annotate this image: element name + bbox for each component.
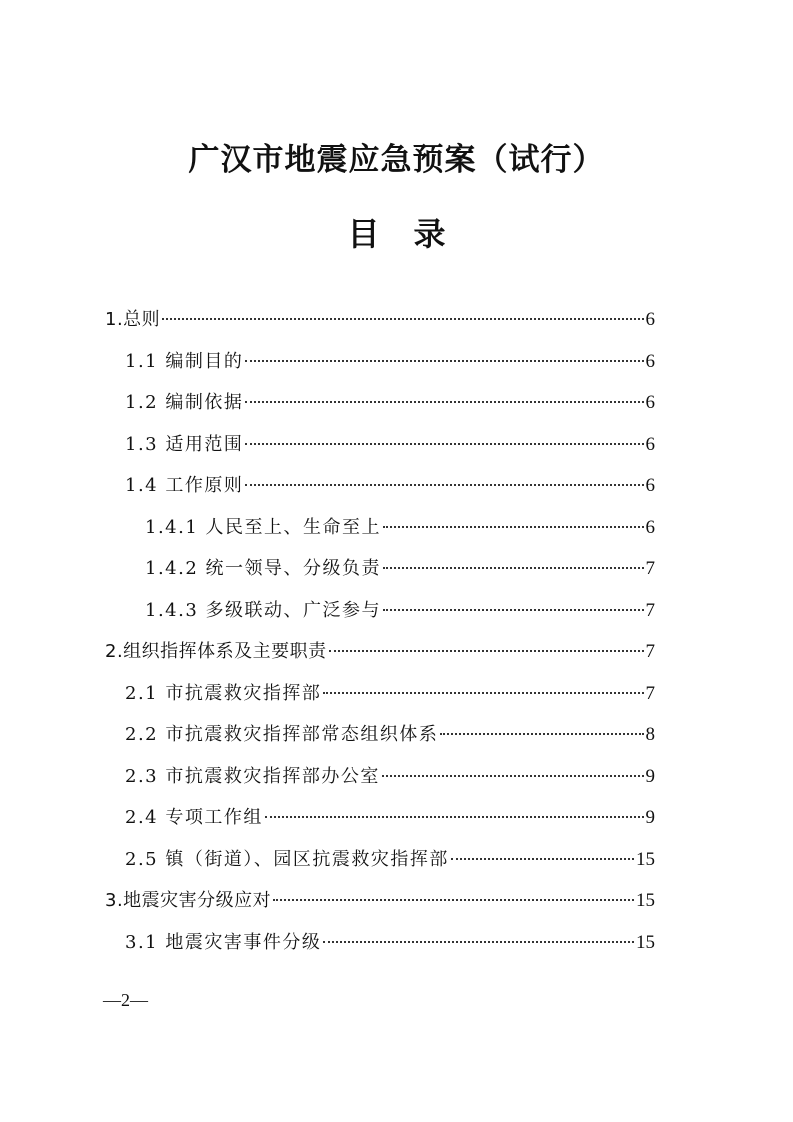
toc-dot-leader <box>451 858 634 860</box>
toc-entry-label: 1.2 编制依据 <box>125 392 244 413</box>
toc-entry-page: 7 <box>645 599 655 621</box>
toc-entry[interactable] <box>125 385 655 421</box>
toc-entry-page: 9 <box>645 807 655 828</box>
toc-entry-page: 6 <box>645 392 655 413</box>
document-title: 广汉市地震应急预案（试行） <box>188 142 605 178</box>
toc-entry[interactable] <box>125 842 655 878</box>
toc-entry-page: 6 <box>645 309 655 330</box>
toc-entry[interactable] <box>125 676 655 712</box>
toc-entry-page: 6 <box>645 516 655 538</box>
toc-entry-label: 1.4.3 多级联动、广泛参与 <box>145 599 382 621</box>
toc-heading <box>0 214 793 254</box>
toc-dot-leader <box>245 484 643 486</box>
toc-entry-label: 1.1 编制目的 <box>125 350 244 372</box>
toc-dot-leader <box>265 816 644 818</box>
toc-entry-label: 1.3 适用范围 <box>125 433 244 455</box>
toc-entry[interactable] <box>125 925 655 961</box>
toc-entry-label: 2.1 市抗震救灾指挥部 <box>125 682 322 704</box>
toc-dot-leader <box>245 443 643 445</box>
toc-entry[interactable] <box>145 593 655 629</box>
toc-entry-label: 3.地震灾害分级应对 <box>105 890 272 911</box>
toc-entry-label: 3.1 地震灾害事件分级 <box>125 931 322 953</box>
toc-entry[interactable] <box>125 800 655 836</box>
toc-entry-label: 1.4 工作原则 <box>125 475 244 496</box>
toc-entry-label: 2.2 市抗震救灾指挥部常态组织体系 <box>125 724 439 745</box>
toc-entry-page: 8 <box>645 724 655 745</box>
toc-entry-page: 7 <box>645 641 655 662</box>
toc-dot-leader <box>323 941 634 943</box>
toc-dot-leader <box>162 318 643 320</box>
toc-entry-label: 2.组织指挥体系及主要职责 <box>105 641 327 662</box>
toc-entry[interactable] <box>105 883 655 919</box>
toc-entry-page: 15 <box>636 890 655 911</box>
toc-entry-label: 2.3 市抗震救灾指挥部办公室 <box>125 765 380 787</box>
toc-entry-label: 2.5 镇（街道）、园区抗震救灾指挥部 <box>125 848 449 870</box>
toc-dot-leader <box>382 775 644 777</box>
toc-entry-page: 15 <box>636 848 655 870</box>
toc-entry-page: 9 <box>645 765 655 787</box>
toc-entry-page: 6 <box>645 350 655 372</box>
toc-dot-leader <box>383 526 643 528</box>
toc-dot-leader <box>383 609 643 611</box>
toc-entry-page: 6 <box>645 475 655 496</box>
toc-entry[interactable] <box>145 551 655 587</box>
toc-entry-label: 2.4 专项工作组 <box>125 807 263 828</box>
toc-entry-label: 1.总则 <box>105 309 161 330</box>
toc-entry[interactable] <box>125 759 655 795</box>
toc-entry[interactable] <box>125 427 655 463</box>
toc-heading-char-1: 目 <box>347 215 380 253</box>
toc-entry[interactable] <box>125 344 655 380</box>
toc-dot-leader <box>329 650 644 652</box>
toc-dot-leader <box>245 360 643 362</box>
toc-entry-page: 7 <box>645 682 655 704</box>
toc-dot-leader <box>273 899 634 901</box>
toc-dot-leader <box>323 692 643 694</box>
toc-heading-char-2: 录 <box>413 215 446 253</box>
toc-entry[interactable] <box>125 717 655 753</box>
toc-dot-leader <box>245 401 643 403</box>
toc-entry-page: 7 <box>645 558 655 579</box>
page-number: —2— <box>103 990 148 1010</box>
toc-entry-page: 6 <box>645 433 655 455</box>
toc-dot-leader <box>440 733 643 735</box>
toc-entry-label: 1.4.1 人民至上、生命至上 <box>145 516 382 538</box>
toc-entry-page: 15 <box>636 931 655 953</box>
toc-entry-label: 1.4.2 统一领导、分级负责 <box>145 558 382 579</box>
toc-entry[interactable] <box>125 468 655 504</box>
toc-entry[interactable] <box>145 510 655 546</box>
toc-entry[interactable] <box>105 302 655 338</box>
toc-entry[interactable] <box>105 634 655 670</box>
toc-dot-leader <box>383 567 643 569</box>
